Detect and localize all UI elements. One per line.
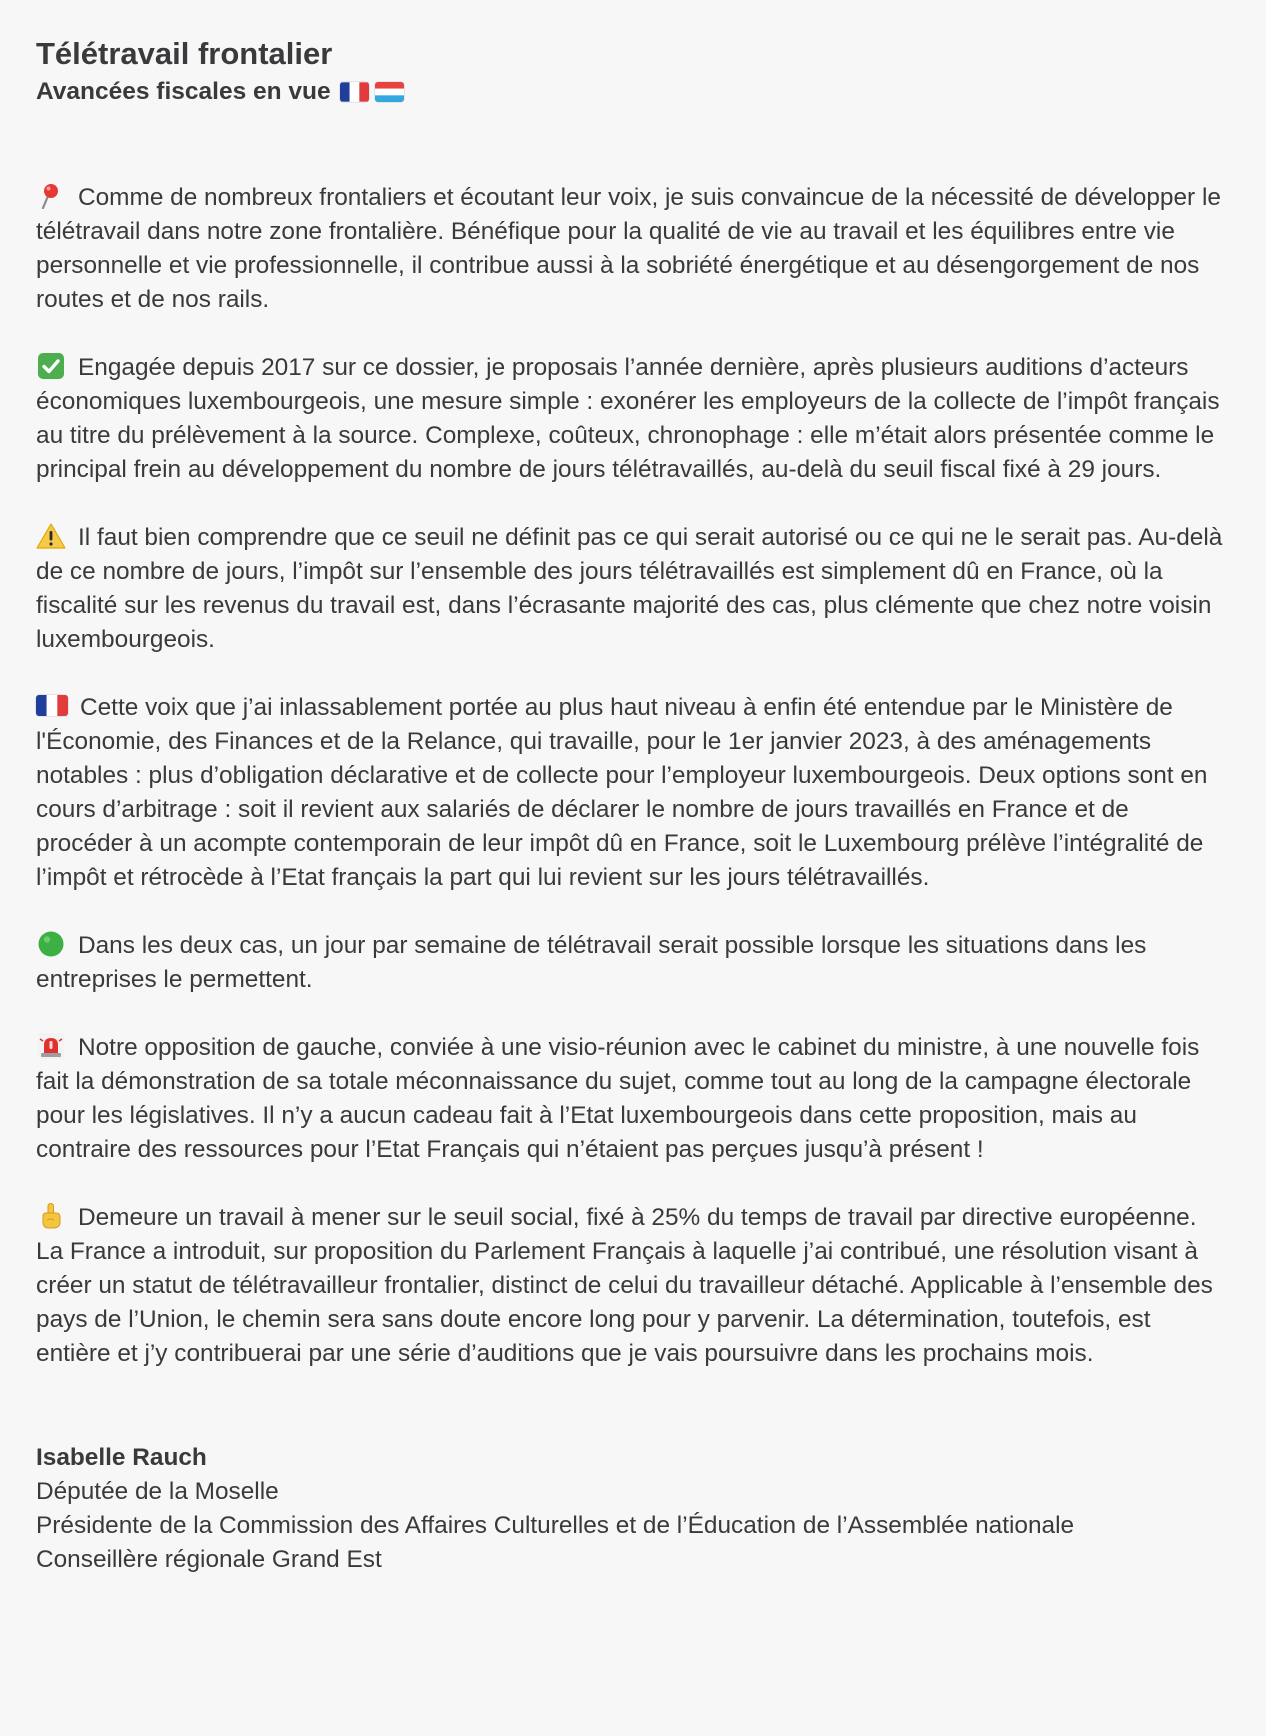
paragraph-telework-benefits [36, 181, 1230, 317]
paragraph-opposition [36, 1031, 1230, 1167]
paragraph-text: Il faut bien comprendre que ce seuil ne définit pas ce qui serait autorisé ou ce qui ne le serait pas. Au-delà de ce nombre de jours, l’impôt sur l’ensemble des jours télétravaillés est simplement dû en France, où la fiscalité sur les revenus du travail est, dans l’écrasante majorité des cas, plus clémente que chez notre voisin luxembourgeois. [36, 524, 1223, 653]
paragraph-text: Engagée depuis 2017 sur ce dossier, je proposais l’année dernière, après plusieurs auditions d’acteurs économiques luxembourgeois, une mesure simple : exonérer les employeurs de la collecte de l’impôt français au titre du prélèvement à la source. Complexe, coûteux, chronophage : elle m’était alors présentée comme le principal frein au développement du nombre de jours télétravaillés, au-delà du seuil fiscal fixé à 29 jours. [36, 354, 1220, 483]
police-light-icon [36, 1033, 66, 1059]
paragraph-commitment [36, 351, 1230, 487]
check-mark-button-icon [36, 353, 66, 379]
index-pointing-up-icon [36, 1203, 66, 1229]
paragraph-text: Demeure un travail à mener sur le seuil social, fixé à 25% du temps de travail par directive européenne. La France a introduit, sur proposition du Parlement Français à laquelle j’ai contribué, une résolution visant à créer un statut de télétravailleur frontalier, distinct de celui du travailleur détaché. Applicable à l’ensemble des pays de l’Union, le chemin sera sans doute encore long pour y parvenir. La détermination, toutefois, est entière et j’y contribuerai par une série d’auditions que je vais poursuivre dans les prochains mois. [36, 1204, 1213, 1367]
signature-block [36, 1441, 1230, 1577]
paragraph-text: Comme de nombreux frontaliers et écoutant leur voix, je suis convaincue de la nécessité de développer le télétravail dans notre zone frontalière. Bénéfique pour la qualité de vie au travail et les équilibres entre vie personnelle et vie professionnelle, il contribue aussi à la sobriété énergétique et au désengorgement de nos routes et de nos rails. [36, 184, 1221, 313]
warning-icon [36, 523, 66, 549]
subtitle-text: Avancées fiscales en vue [36, 78, 331, 105]
post-subtitle [36, 74, 1230, 110]
paragraph-ministry [36, 691, 1230, 895]
france-flag-icon [340, 82, 369, 102]
signature-name: Isabelle Rauch [36, 1444, 207, 1471]
luxembourg-flag-icon [375, 82, 404, 102]
paragraph-one-day [36, 929, 1230, 997]
green-circle-icon [36, 931, 66, 957]
paragraph-social-threshold [36, 1201, 1230, 1371]
paragraph-text: Cette voix que j’ai inlassablement portée au plus haut niveau à enfin été entendue par le Ministère de l'Économie, des Finances et de la Relance, qui travaille, pour le 1er janvier 2023, à des aménagements notables : plus d’obligation déclarative et de collecte pour l’employeur luxembourgeois. Deux options sont en cours d’arbitrage : soit il revient aux salariés de déclarer le nombre de jours travaillés en France et de procéder à un acompte contemporain de leur impôt dû en France, soit le Luxembourg prélève l’intégralité de l’impôt et rétrocède à l’Etat français la part qui lui revient sur les jours télétravaillés. [36, 694, 1208, 891]
paragraph-threshold [36, 521, 1230, 657]
paragraph-text: Dans les deux cas, un jour par semaine de télétravail serait possible lorsque les situations dans les entreprises le permettent. [36, 932, 1147, 993]
france-flag-icon [36, 695, 68, 716]
post-title: Télétravail frontalier [36, 36, 333, 71]
signature-role-regional: Conseillère régionale Grand Est [36, 1546, 382, 1573]
signature-role-commission: Présidente de la Commission des Affaires Culturelles et de l’Éducation de l’Assemblée nationale [36, 1512, 1075, 1539]
round-pushpin-icon [36, 183, 66, 209]
post-body [36, 181, 1230, 1371]
paragraph-text: Notre opposition de gauche, conviée à une visio-réunion avec le cabinet du ministre, à une nouvelle fois fait la démonstration de sa totale méconnaissance du sujet, comme tout au long de la campagne électorale pour les législatives. Il n’y a aucun cadeau fait à l’Etat luxembourgeois dans cette proposition, mais au contraire des ressources pour l’Etat Français qui n’étaient pas perçues jusqu’à présent ! [36, 1034, 1200, 1163]
signature-role-deputy: Députée de la Moselle [36, 1478, 279, 1505]
